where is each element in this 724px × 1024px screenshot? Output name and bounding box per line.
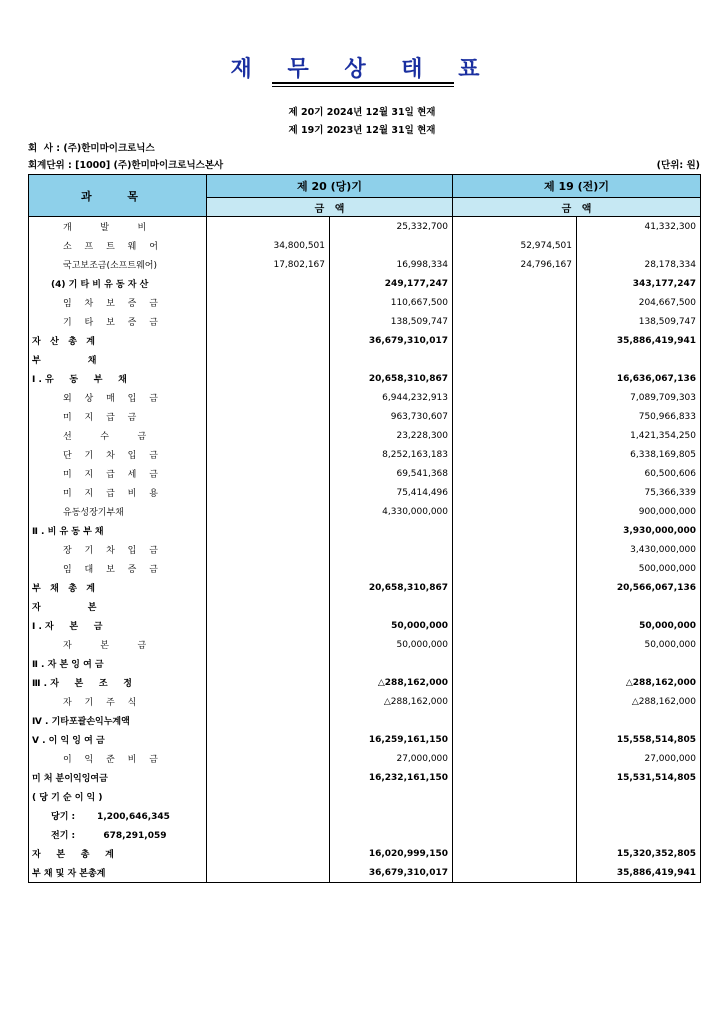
prior-detail-cell — [453, 502, 577, 521]
table-row — [29, 426, 701, 445]
prior-detail-cell — [453, 274, 577, 293]
prior-total-cell: 15,558,514,805 — [577, 730, 701, 749]
prior-detail-cell — [453, 369, 577, 388]
current-detail-cell — [207, 521, 330, 540]
prior-detail-cell — [453, 388, 577, 407]
account-cell: 당기 : 1,200,646,345 — [29, 806, 207, 825]
account-cell: 자 기 주 식 — [29, 692, 207, 711]
header-account: 과 목 — [29, 175, 207, 217]
current-detail-cell — [207, 217, 330, 237]
prior-total-cell: 15,320,352,805 — [577, 844, 701, 863]
account-cell: Ⅳ . 기타포괄손익누계액 — [29, 711, 207, 730]
prior-total-cell: 16,636,067,136 — [577, 369, 701, 388]
table-row — [29, 654, 701, 673]
current-detail-cell — [207, 293, 330, 312]
current-total-cell — [330, 806, 453, 825]
table-row — [29, 787, 701, 806]
prior-detail-cell — [453, 825, 577, 844]
prior-detail-cell: 52,974,501 — [453, 236, 577, 255]
balance-sheet-table — [28, 174, 701, 883]
table-row — [29, 844, 701, 863]
current-detail-cell — [207, 445, 330, 464]
prior-detail-cell — [453, 350, 577, 369]
current-total-cell: 963,730,607 — [330, 407, 453, 426]
current-detail-cell — [207, 464, 330, 483]
current-detail-cell — [207, 540, 330, 559]
prior-detail-cell — [453, 445, 577, 464]
current-detail-cell — [207, 635, 330, 654]
account-cell: 미 지 급 비 용 — [29, 483, 207, 502]
current-detail-cell — [207, 388, 330, 407]
current-total-cell: 110,667,500 — [330, 293, 453, 312]
prior-total-cell: 3,930,000,000 — [577, 521, 701, 540]
current-total-cell: △288,162,000 — [330, 692, 453, 711]
current-total-cell — [330, 521, 453, 540]
table-row — [29, 407, 701, 426]
current-total-cell: 25,332,700 — [330, 217, 453, 237]
account-cell: 부 채 및 자 본총계 — [29, 863, 207, 883]
prior-detail-cell — [453, 331, 577, 350]
table-row — [29, 483, 701, 502]
prior-detail-cell — [453, 312, 577, 331]
current-total-cell: 6,944,232,913 — [330, 388, 453, 407]
current-detail-cell — [207, 844, 330, 863]
table-row — [29, 331, 701, 350]
prior-detail-cell — [453, 578, 577, 597]
account-cell: Ⅰ . 유 동 부 채 — [29, 369, 207, 388]
current-detail-cell — [207, 749, 330, 768]
account-cell: Ⅱ . 비 유 동 부 채 — [29, 521, 207, 540]
current-total-cell: 16,998,334 — [330, 255, 453, 274]
table-row — [29, 597, 701, 616]
account-cell: 국고보조금(소프트웨어) — [29, 255, 207, 274]
account-cell: 장 기 차 입 금 — [29, 540, 207, 559]
table-row — [29, 825, 701, 844]
prior-detail-cell — [453, 863, 577, 883]
prior-detail-cell — [453, 730, 577, 749]
account-cell: Ⅲ . 자 본 조 정 — [29, 673, 207, 692]
prior-total-cell — [577, 350, 701, 369]
current-total-cell: 50,000,000 — [330, 616, 453, 635]
current-detail-cell — [207, 730, 330, 749]
current-detail-cell — [207, 407, 330, 426]
current-total-cell: 16,020,999,150 — [330, 844, 453, 863]
table-row — [29, 217, 701, 237]
prior-total-cell — [577, 806, 701, 825]
current-total-cell: 50,000,000 — [330, 635, 453, 654]
header-current-period: 제 20 (당)기 — [207, 175, 453, 198]
account-cell: (4) 기 타 비 유 동 자 산 — [29, 274, 207, 293]
current-detail-cell — [207, 863, 330, 883]
account-cell: ( 당 기 순 이 익 ) — [29, 787, 207, 806]
prior-total-cell: 343,177,247 — [577, 274, 701, 293]
prior-total-cell: 6,338,169,805 — [577, 445, 701, 464]
account-cell: 유동성장기부채 — [29, 502, 207, 521]
prior-total-cell: 204,667,500 — [577, 293, 701, 312]
account-cell: 임 대 보 증 금 — [29, 559, 207, 578]
current-detail-cell — [207, 711, 330, 730]
prior-total-cell: 50,000,000 — [577, 635, 701, 654]
current-total-cell — [330, 236, 453, 255]
account-cell: 부 채 — [29, 350, 207, 369]
current-detail-cell: 34,800,501 — [207, 236, 330, 255]
table-row — [29, 274, 701, 293]
current-detail-cell — [207, 692, 330, 711]
prior-detail-cell — [453, 540, 577, 559]
current-total-cell: 20,658,310,867 — [330, 578, 453, 597]
prior-total-cell: 1,421,354,250 — [577, 426, 701, 445]
header-amount-current: 금 액 — [207, 198, 453, 217]
table-row — [29, 464, 701, 483]
current-detail-cell — [207, 274, 330, 293]
prior-total-cell: 60,500,606 — [577, 464, 701, 483]
table-row — [29, 502, 701, 521]
current-total-cell: 4,330,000,000 — [330, 502, 453, 521]
current-total-cell: 36,679,310,017 — [330, 863, 453, 883]
table-row — [29, 749, 701, 768]
account-cell: 기 타 보 증 금 — [29, 312, 207, 331]
account-cell: 자 본 — [29, 597, 207, 616]
current-detail-cell — [207, 350, 330, 369]
account-cell: 부 채 총 계 — [29, 578, 207, 597]
prior-detail-cell — [453, 635, 577, 654]
account-cell: 외 상 매 입 금 — [29, 388, 207, 407]
current-total-cell: △288,162,000 — [330, 673, 453, 692]
table-row — [29, 388, 701, 407]
table-row — [29, 635, 701, 654]
prior-detail-cell — [453, 711, 577, 730]
title-underline-thin — [272, 86, 454, 87]
prior-total-cell — [577, 711, 701, 730]
table-row — [29, 863, 701, 883]
current-total-cell: 8,252,163,183 — [330, 445, 453, 464]
account-cell: 이 익 준 비 금 — [29, 749, 207, 768]
prior-total-cell: △288,162,000 — [577, 692, 701, 711]
current-detail-cell — [207, 768, 330, 787]
account-cell: 전기 : 678,291,059 — [29, 825, 207, 844]
current-detail-cell — [207, 559, 330, 578]
prior-total-cell: 35,886,419,941 — [577, 863, 701, 883]
prior-detail-cell — [453, 426, 577, 445]
prior-total-cell: 75,366,339 — [577, 483, 701, 502]
period-prior: 제 19기 2023년 12월 31일 현재 — [288, 125, 436, 136]
table-row — [29, 350, 701, 369]
account-cell: 개 발 비 — [29, 217, 207, 237]
table-row — [29, 255, 701, 274]
current-detail-cell — [207, 483, 330, 502]
current-detail-cell — [207, 825, 330, 844]
accounting-unit: 회계단위 : [1000] (주)한미마이크로닉스본사 — [28, 160, 224, 171]
prior-total-cell: 41,332,300 — [577, 217, 701, 237]
title-underline — [272, 82, 454, 84]
current-total-cell — [330, 559, 453, 578]
current-detail-cell — [207, 312, 330, 331]
prior-total-cell: 20,566,067,136 — [577, 578, 701, 597]
prior-detail-cell — [453, 521, 577, 540]
prior-detail-cell — [453, 654, 577, 673]
current-detail-cell — [207, 616, 330, 635]
prior-detail-cell — [453, 407, 577, 426]
prior-total-cell: 900,000,000 — [577, 502, 701, 521]
current-total-cell — [330, 825, 453, 844]
prior-detail-cell — [453, 749, 577, 768]
account-cell: 임 차 보 증 금 — [29, 293, 207, 312]
account-cell: 미 지 급 금 — [29, 407, 207, 426]
document-title: 재 무 상 태 표 — [230, 57, 494, 82]
prior-total-cell — [577, 654, 701, 673]
table-row — [29, 711, 701, 730]
table-row — [29, 616, 701, 635]
current-detail-cell — [207, 654, 330, 673]
current-total-cell: 138,509,747 — [330, 312, 453, 331]
table-row — [29, 312, 701, 331]
current-detail-cell — [207, 597, 330, 616]
table-row — [29, 521, 701, 540]
header-prior-period: 제 19 (전)기 — [453, 175, 701, 198]
current-detail-cell — [207, 426, 330, 445]
prior-total-cell: 35,886,419,941 — [577, 331, 701, 350]
account-cell: 자 본 금 — [29, 635, 207, 654]
prior-total-cell: 138,509,747 — [577, 312, 701, 331]
prior-detail-cell — [453, 293, 577, 312]
prior-detail-cell — [453, 597, 577, 616]
table-row — [29, 692, 701, 711]
current-detail-cell: 17,802,167 — [207, 255, 330, 274]
currency-unit: (단위: 원) — [656, 160, 700, 171]
prior-total-cell — [577, 787, 701, 806]
account-cell: 미 처 분이익잉여금 — [29, 768, 207, 787]
prior-total-cell: 27,000,000 — [577, 749, 701, 768]
current-detail-cell — [207, 502, 330, 521]
account-cell: Ⅰ . 자 본 금 — [29, 616, 207, 635]
prior-detail-cell: 24,796,167 — [453, 255, 577, 274]
account-cell: Ⅴ . 이 익 잉 여 금 — [29, 730, 207, 749]
prior-detail-cell — [453, 787, 577, 806]
table-row — [29, 673, 701, 692]
account-cell: 자 본 총 계 — [29, 844, 207, 863]
account-cell: 자 산 총 계 — [29, 331, 207, 350]
prior-detail-cell — [453, 768, 577, 787]
prior-total-cell: 28,178,334 — [577, 255, 701, 274]
account-cell: 선 수 금 — [29, 426, 207, 445]
period-current: 제 20기 2024년 12월 31일 현재 — [288, 107, 436, 118]
prior-detail-cell — [453, 806, 577, 825]
company-name: 회 사 : (주)한미마이크로닉스 — [28, 143, 155, 154]
prior-detail-cell — [453, 844, 577, 863]
prior-detail-cell — [453, 464, 577, 483]
prior-total-cell: 500,000,000 — [577, 559, 701, 578]
current-detail-cell — [207, 787, 330, 806]
current-detail-cell — [207, 578, 330, 597]
prior-total-cell: 15,531,514,805 — [577, 768, 701, 787]
current-total-cell — [330, 787, 453, 806]
table-row — [29, 236, 701, 255]
prior-total-cell: 3,430,000,000 — [577, 540, 701, 559]
table-row — [29, 293, 701, 312]
current-total-cell — [330, 597, 453, 616]
prior-total-cell — [577, 825, 701, 844]
prior-detail-cell — [453, 217, 577, 237]
current-detail-cell — [207, 369, 330, 388]
account-cell: 미 지 급 세 금 — [29, 464, 207, 483]
current-total-cell: 23,228,300 — [330, 426, 453, 445]
current-total-cell: 20,658,310,867 — [330, 369, 453, 388]
prior-total-cell: △288,162,000 — [577, 673, 701, 692]
prior-detail-cell — [453, 616, 577, 635]
prior-detail-cell — [453, 559, 577, 578]
current-total-cell: 16,259,161,150 — [330, 730, 453, 749]
account-cell: 단 기 차 입 금 — [29, 445, 207, 464]
current-total-cell: 249,177,247 — [330, 274, 453, 293]
table-row — [29, 578, 701, 597]
prior-total-cell — [577, 236, 701, 255]
current-total-cell: 36,679,310,017 — [330, 331, 453, 350]
prior-total-cell: 50,000,000 — [577, 616, 701, 635]
table-row — [29, 806, 701, 825]
current-detail-cell — [207, 806, 330, 825]
account-cell: Ⅱ . 자 본 잉 여 금 — [29, 654, 207, 673]
prior-detail-cell — [453, 483, 577, 502]
current-detail-cell — [207, 331, 330, 350]
current-total-cell — [330, 654, 453, 673]
current-detail-cell — [207, 673, 330, 692]
prior-detail-cell — [453, 692, 577, 711]
prior-detail-cell — [453, 673, 577, 692]
prior-total-cell: 750,966,833 — [577, 407, 701, 426]
table-row — [29, 369, 701, 388]
prior-total-cell — [577, 597, 701, 616]
table-row — [29, 559, 701, 578]
prior-total-cell: 7,089,709,303 — [577, 388, 701, 407]
current-total-cell: 69,541,368 — [330, 464, 453, 483]
header-amount-prior: 금 액 — [453, 198, 701, 217]
current-total-cell — [330, 540, 453, 559]
current-total-cell: 75,414,496 — [330, 483, 453, 502]
table-row — [29, 768, 701, 787]
current-total-cell: 27,000,000 — [330, 749, 453, 768]
current-total-cell — [330, 350, 453, 369]
current-total-cell: 16,232,161,150 — [330, 768, 453, 787]
account-cell: 소 프 트 웨 어 — [29, 236, 207, 255]
table-row — [29, 540, 701, 559]
current-total-cell — [330, 711, 453, 730]
table-row — [29, 730, 701, 749]
table-row — [29, 445, 701, 464]
